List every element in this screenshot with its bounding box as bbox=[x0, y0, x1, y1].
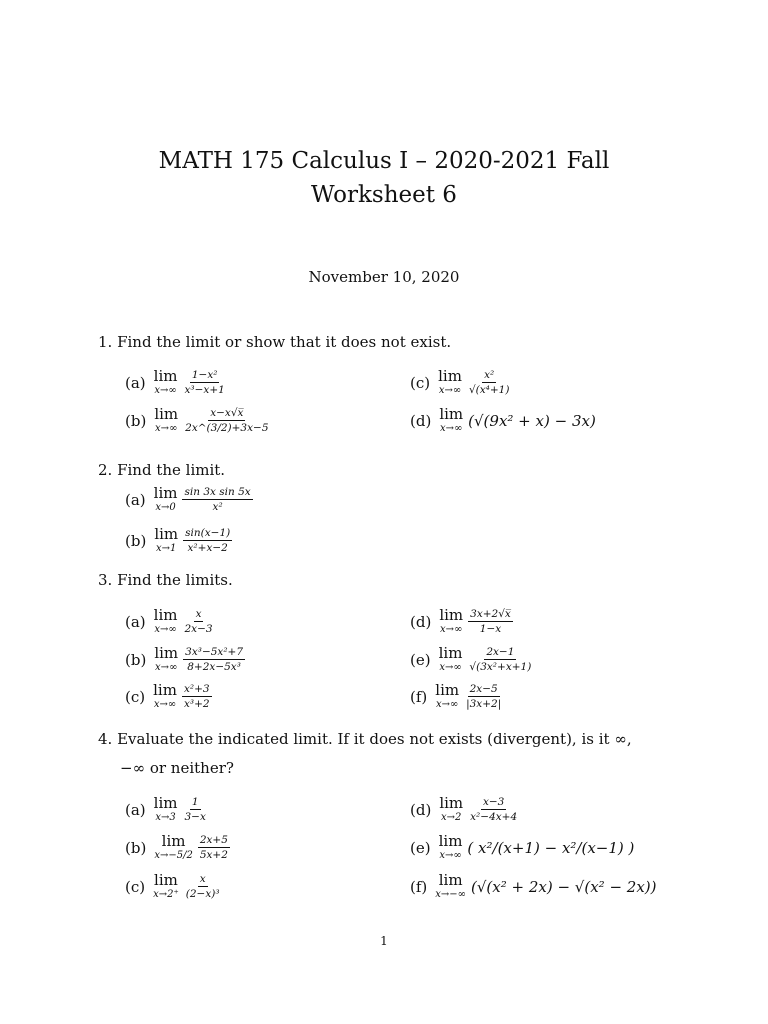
limit-operator bbox=[153, 683, 177, 710]
fraction bbox=[467, 646, 533, 673]
limit-subscript: x→∞ bbox=[440, 423, 463, 434]
limit-subscript: x→2⁺ bbox=[153, 889, 179, 901]
lim-word: lim bbox=[435, 681, 460, 700]
limit-subscript: x→∞ bbox=[439, 850, 462, 861]
problem-label: (d) bbox=[410, 411, 432, 430]
denominator: 8+2x−5x³ bbox=[187, 661, 241, 674]
denominator: 5x+2 bbox=[199, 849, 228, 862]
lim-word: lim bbox=[438, 832, 463, 850]
lim-word: lim bbox=[161, 832, 186, 851]
limit-operator bbox=[439, 834, 463, 861]
limit-subscript: x→−∞ bbox=[435, 889, 466, 900]
limit-subscript: x→−5/2 bbox=[154, 850, 193, 862]
lim-word: lim bbox=[439, 794, 464, 813]
question-1-text: 1. Find the limit or show that it does not exist. bbox=[98, 333, 452, 351]
problem-4f bbox=[410, 873, 657, 900]
problem-3c bbox=[125, 683, 212, 710]
limit-subscript: x→3 bbox=[155, 812, 176, 824]
lim-word: lim bbox=[153, 681, 177, 700]
problem-label: (f) bbox=[410, 687, 428, 706]
denominator: 2x^(3/2)+3x−5 bbox=[185, 422, 269, 435]
problem-2b bbox=[125, 527, 232, 554]
limit-operator bbox=[154, 527, 178, 554]
problem-label: (d) bbox=[410, 800, 432, 819]
problem-label: (c) bbox=[125, 687, 146, 706]
limit-subscript: x→∞ bbox=[154, 624, 177, 636]
problem-1a bbox=[125, 369, 227, 396]
numerator: 2x+5 bbox=[198, 834, 230, 848]
numerator: x−x√x̅ bbox=[208, 407, 245, 421]
problem-4c bbox=[125, 873, 222, 900]
numerator: x bbox=[198, 873, 208, 887]
lim-word: lim bbox=[438, 367, 462, 386]
problem-3f bbox=[410, 683, 503, 710]
problem-label: (e) bbox=[410, 838, 431, 857]
problem-label: (e) bbox=[410, 650, 431, 669]
fraction bbox=[182, 486, 252, 513]
fraction bbox=[468, 796, 519, 823]
limit-operator bbox=[154, 407, 178, 434]
limit-expression: ( x²/(x+1) − x²/(x−1) ) bbox=[467, 838, 635, 857]
fraction bbox=[467, 369, 512, 396]
limit-operator bbox=[154, 796, 178, 823]
fraction bbox=[468, 608, 513, 635]
limit-subscript: x→∞ bbox=[436, 699, 459, 711]
problem-1d bbox=[410, 407, 596, 434]
limit-operator bbox=[435, 683, 459, 710]
fraction bbox=[183, 527, 232, 554]
limit-subscript: x→∞ bbox=[155, 423, 178, 435]
problem-label: (a) bbox=[125, 612, 146, 631]
fraction bbox=[198, 834, 230, 861]
limit-operator bbox=[439, 796, 463, 823]
limit-operator bbox=[435, 873, 466, 900]
problem-3b bbox=[125, 646, 245, 673]
problem-label: (d) bbox=[410, 612, 432, 631]
problem-3e bbox=[410, 646, 533, 673]
question-2-text: 2. Find the limit. bbox=[98, 461, 226, 479]
limit-operator bbox=[438, 369, 462, 396]
numerator: x−3 bbox=[481, 796, 506, 810]
problem-4a bbox=[125, 796, 208, 823]
problem-label: (a) bbox=[125, 373, 146, 392]
page-number: 1 bbox=[380, 934, 388, 948]
numerator: 3x³−5x²+7 bbox=[183, 646, 245, 660]
lim-word: lim bbox=[154, 644, 179, 663]
lim-word: lim bbox=[154, 871, 178, 890]
numerator: sin 3x sin 5x bbox=[182, 486, 252, 500]
denominator: 3−x bbox=[184, 811, 206, 824]
problem-label: (b) bbox=[125, 411, 147, 430]
question-4-text bbox=[98, 725, 698, 783]
problem-label: (b) bbox=[125, 531, 147, 550]
limit-subscript: x→∞ bbox=[439, 662, 462, 674]
lim-word: lim bbox=[439, 606, 464, 625]
limit-operator bbox=[439, 646, 463, 673]
fraction bbox=[183, 646, 245, 673]
denominator: x² bbox=[212, 501, 223, 514]
problem-label: (b) bbox=[125, 650, 147, 669]
limit-operator bbox=[154, 646, 178, 673]
limit-operator bbox=[439, 608, 463, 635]
numerator: 1 bbox=[190, 796, 201, 810]
denominator: √(x⁴+1) bbox=[468, 384, 510, 397]
problem-label: (a) bbox=[125, 800, 146, 819]
limit-subscript: x→1 bbox=[156, 543, 177, 555]
fraction bbox=[182, 608, 214, 635]
limit-expression: (√(x² + 2x) − √(x² − 2x)) bbox=[471, 877, 657, 896]
limit-subscript: x→∞ bbox=[155, 662, 178, 674]
denominator: |3x+2| bbox=[466, 698, 502, 711]
lim-word: lim bbox=[154, 525, 179, 544]
denominator: 1−x bbox=[479, 623, 502, 636]
denominator: x³−x+1 bbox=[184, 384, 225, 397]
problem-3a bbox=[125, 608, 215, 635]
problem-4b bbox=[125, 834, 230, 861]
denominator: √(3x²+x+1) bbox=[469, 661, 532, 674]
problem-label: (b) bbox=[125, 838, 147, 857]
problem-4d bbox=[410, 796, 519, 823]
limit-operator bbox=[154, 608, 178, 635]
lim-word: lim bbox=[153, 484, 178, 503]
numerator: 2x−5 bbox=[468, 683, 500, 697]
fraction bbox=[182, 369, 226, 396]
numerator: 2x−1 bbox=[484, 646, 516, 660]
problem-label: (c) bbox=[410, 373, 431, 392]
lim-word: lim bbox=[439, 405, 464, 423]
numerator: x²+3 bbox=[182, 683, 212, 697]
document-date: November 10, 2020 bbox=[308, 268, 460, 286]
problem-label: (a) bbox=[125, 490, 146, 509]
question-4-line2: −∞ or neither? bbox=[120, 759, 234, 777]
problem-2a bbox=[125, 486, 253, 513]
limit-subscript: x→∞ bbox=[153, 699, 177, 711]
lim-word: lim bbox=[438, 871, 463, 889]
limit-subscript: x→∞ bbox=[440, 624, 463, 636]
document-title: MATH 175 Calculus I – 2020-2021 Fall bbox=[158, 148, 610, 174]
question-4-line1: 4. Evaluate the indicated limit. If it does not exists (divergent), is it ∞, bbox=[98, 730, 632, 748]
problem-label: (f) bbox=[410, 877, 428, 896]
problem-label: (c) bbox=[125, 877, 146, 896]
denominator: x²+x−2 bbox=[187, 542, 228, 555]
lim-word: lim bbox=[154, 405, 179, 424]
fraction bbox=[184, 873, 222, 900]
limit-expression: (√(9x² + x) − 3x) bbox=[468, 411, 596, 430]
problem-1b bbox=[125, 407, 271, 434]
numerator: 3x+2√x̅ bbox=[468, 608, 513, 622]
lim-word: lim bbox=[153, 606, 178, 625]
problem-4e bbox=[410, 834, 634, 861]
numerator: 1−x² bbox=[190, 369, 220, 383]
problem-3d bbox=[410, 608, 513, 635]
fraction bbox=[182, 796, 207, 823]
limit-operator bbox=[439, 407, 463, 434]
lim-word: lim bbox=[153, 794, 178, 813]
fraction bbox=[182, 683, 212, 710]
worksheet-title: Worksheet 6 bbox=[311, 182, 457, 208]
limit-subscript: x→∞ bbox=[438, 385, 462, 397]
limit-operator bbox=[154, 369, 178, 396]
question-3-text: 3. Find the limits. bbox=[98, 571, 233, 589]
problem-1c bbox=[410, 369, 511, 396]
limit-operator bbox=[153, 873, 179, 900]
limit-operator bbox=[154, 834, 193, 861]
denominator: x³+2 bbox=[183, 698, 210, 711]
fraction bbox=[464, 683, 503, 710]
fraction bbox=[183, 407, 270, 434]
numerator: x² bbox=[482, 369, 496, 383]
limit-subscript: x→∞ bbox=[154, 385, 177, 397]
numerator: x bbox=[194, 608, 204, 622]
lim-word: lim bbox=[153, 367, 178, 386]
limit-operator bbox=[154, 486, 178, 513]
limit-subscript: x→2 bbox=[441, 812, 462, 824]
denominator: x²−4x+4 bbox=[470, 811, 518, 824]
lim-word: lim bbox=[438, 644, 463, 663]
denominator: 2x−3 bbox=[184, 623, 213, 636]
numerator: sin(x−1) bbox=[183, 527, 232, 541]
limit-subscript: x→0 bbox=[155, 502, 176, 514]
denominator: (2−x)³ bbox=[185, 888, 220, 901]
